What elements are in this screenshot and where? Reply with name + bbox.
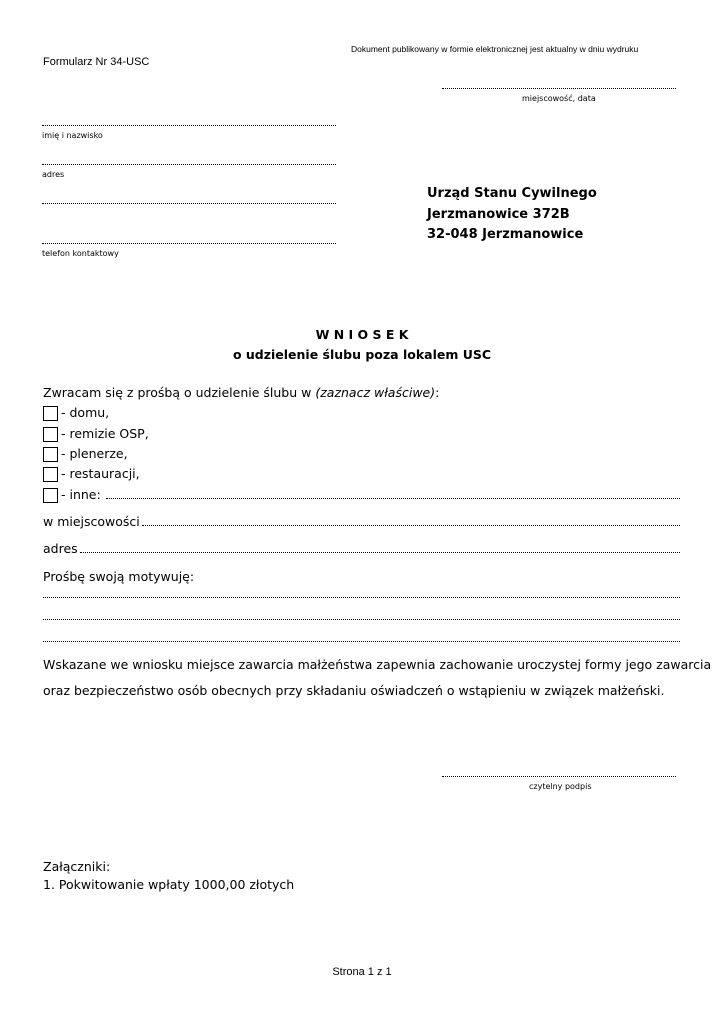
signature-label: czytelny podpis [529,782,592,791]
form-number: Formularz Nr 34-USC [43,56,150,68]
option-restaurant [43,466,140,482]
office-street: Jerzmanowice 372B [427,207,570,222]
option-other [43,487,101,503]
motivation-label: Prośbę swoją motywuję: [43,569,195,584]
option-osp-label: - remizie OSP, [61,426,149,441]
name-label: imię i nazwisko [42,131,103,140]
address-field-line-1[interactable] [42,164,336,165]
phone-field[interactable] [42,243,336,244]
phone-label: telefon kontaktowy [42,249,119,258]
checkbox-osp[interactable] [43,427,58,442]
address-label: adres [42,170,65,179]
option-other-label: - inne: [61,487,101,502]
request-intro: Zwracam się z prośbą o udzielenie ślubu w (zaznacz właściwe): [43,385,440,400]
office-name: Urząd Stanu Cywilnego [427,186,597,201]
option-outdoor-label: - plenerze, [61,446,128,461]
venue-address-label: adres [43,541,78,556]
document-title: W N I O S E K [315,327,409,342]
checkbox-home[interactable] [43,406,58,421]
motivation-field-line-1[interactable] [43,597,680,598]
document-subtitle: o udzielenie ślubu poza lokalem USC [232,347,492,362]
page-number: Strona 1 z 1 [332,966,392,978]
signature-field[interactable] [442,776,676,777]
address-field-line-2[interactable] [42,203,336,204]
checkbox-other[interactable] [43,488,58,503]
motivation-field-line-3[interactable] [43,641,680,642]
option-restaurant-label: - restauracji, [61,466,140,481]
request-intro-hint: (zaznacz właściwe) [315,385,436,400]
other-field[interactable] [106,498,680,499]
checkbox-restaurant[interactable] [43,467,58,482]
place-date-label: miejscowość, data [522,94,596,103]
locality-field[interactable] [142,525,680,526]
checkbox-outdoor[interactable] [43,447,58,462]
statement-line-1: Wskazane we wniosku miejsce zawarcia małżeństwa zapewnia zachowanie uroczystej formy jego zawarcia [43,657,712,672]
venue-address-field[interactable] [80,552,680,553]
name-field[interactable] [42,125,336,126]
option-osp [43,426,149,442]
place-date-field[interactable] [442,88,676,89]
attachments-heading: Załączniki: [43,859,111,874]
option-outdoor [43,446,128,462]
motivation-field-line-2[interactable] [43,619,680,620]
option-home [43,405,109,421]
attachment-item: 1. Pokwitowanie wpłaty 1000,00 złotych [43,877,295,892]
statement-line-2: oraz bezpieczeństwo osób obecnych przy składaniu oświadczeń o wstąpieniu w związek małżeński. [43,683,665,698]
option-home-label: - domu, [61,405,110,420]
office-city: 32-048 Jerzmanowice [427,227,584,242]
locality-label: w miejscowości [43,514,140,529]
publication-note: Dokument publikowany w formie elektronicznej jest aktualny w dniu wydruku [351,44,639,54]
